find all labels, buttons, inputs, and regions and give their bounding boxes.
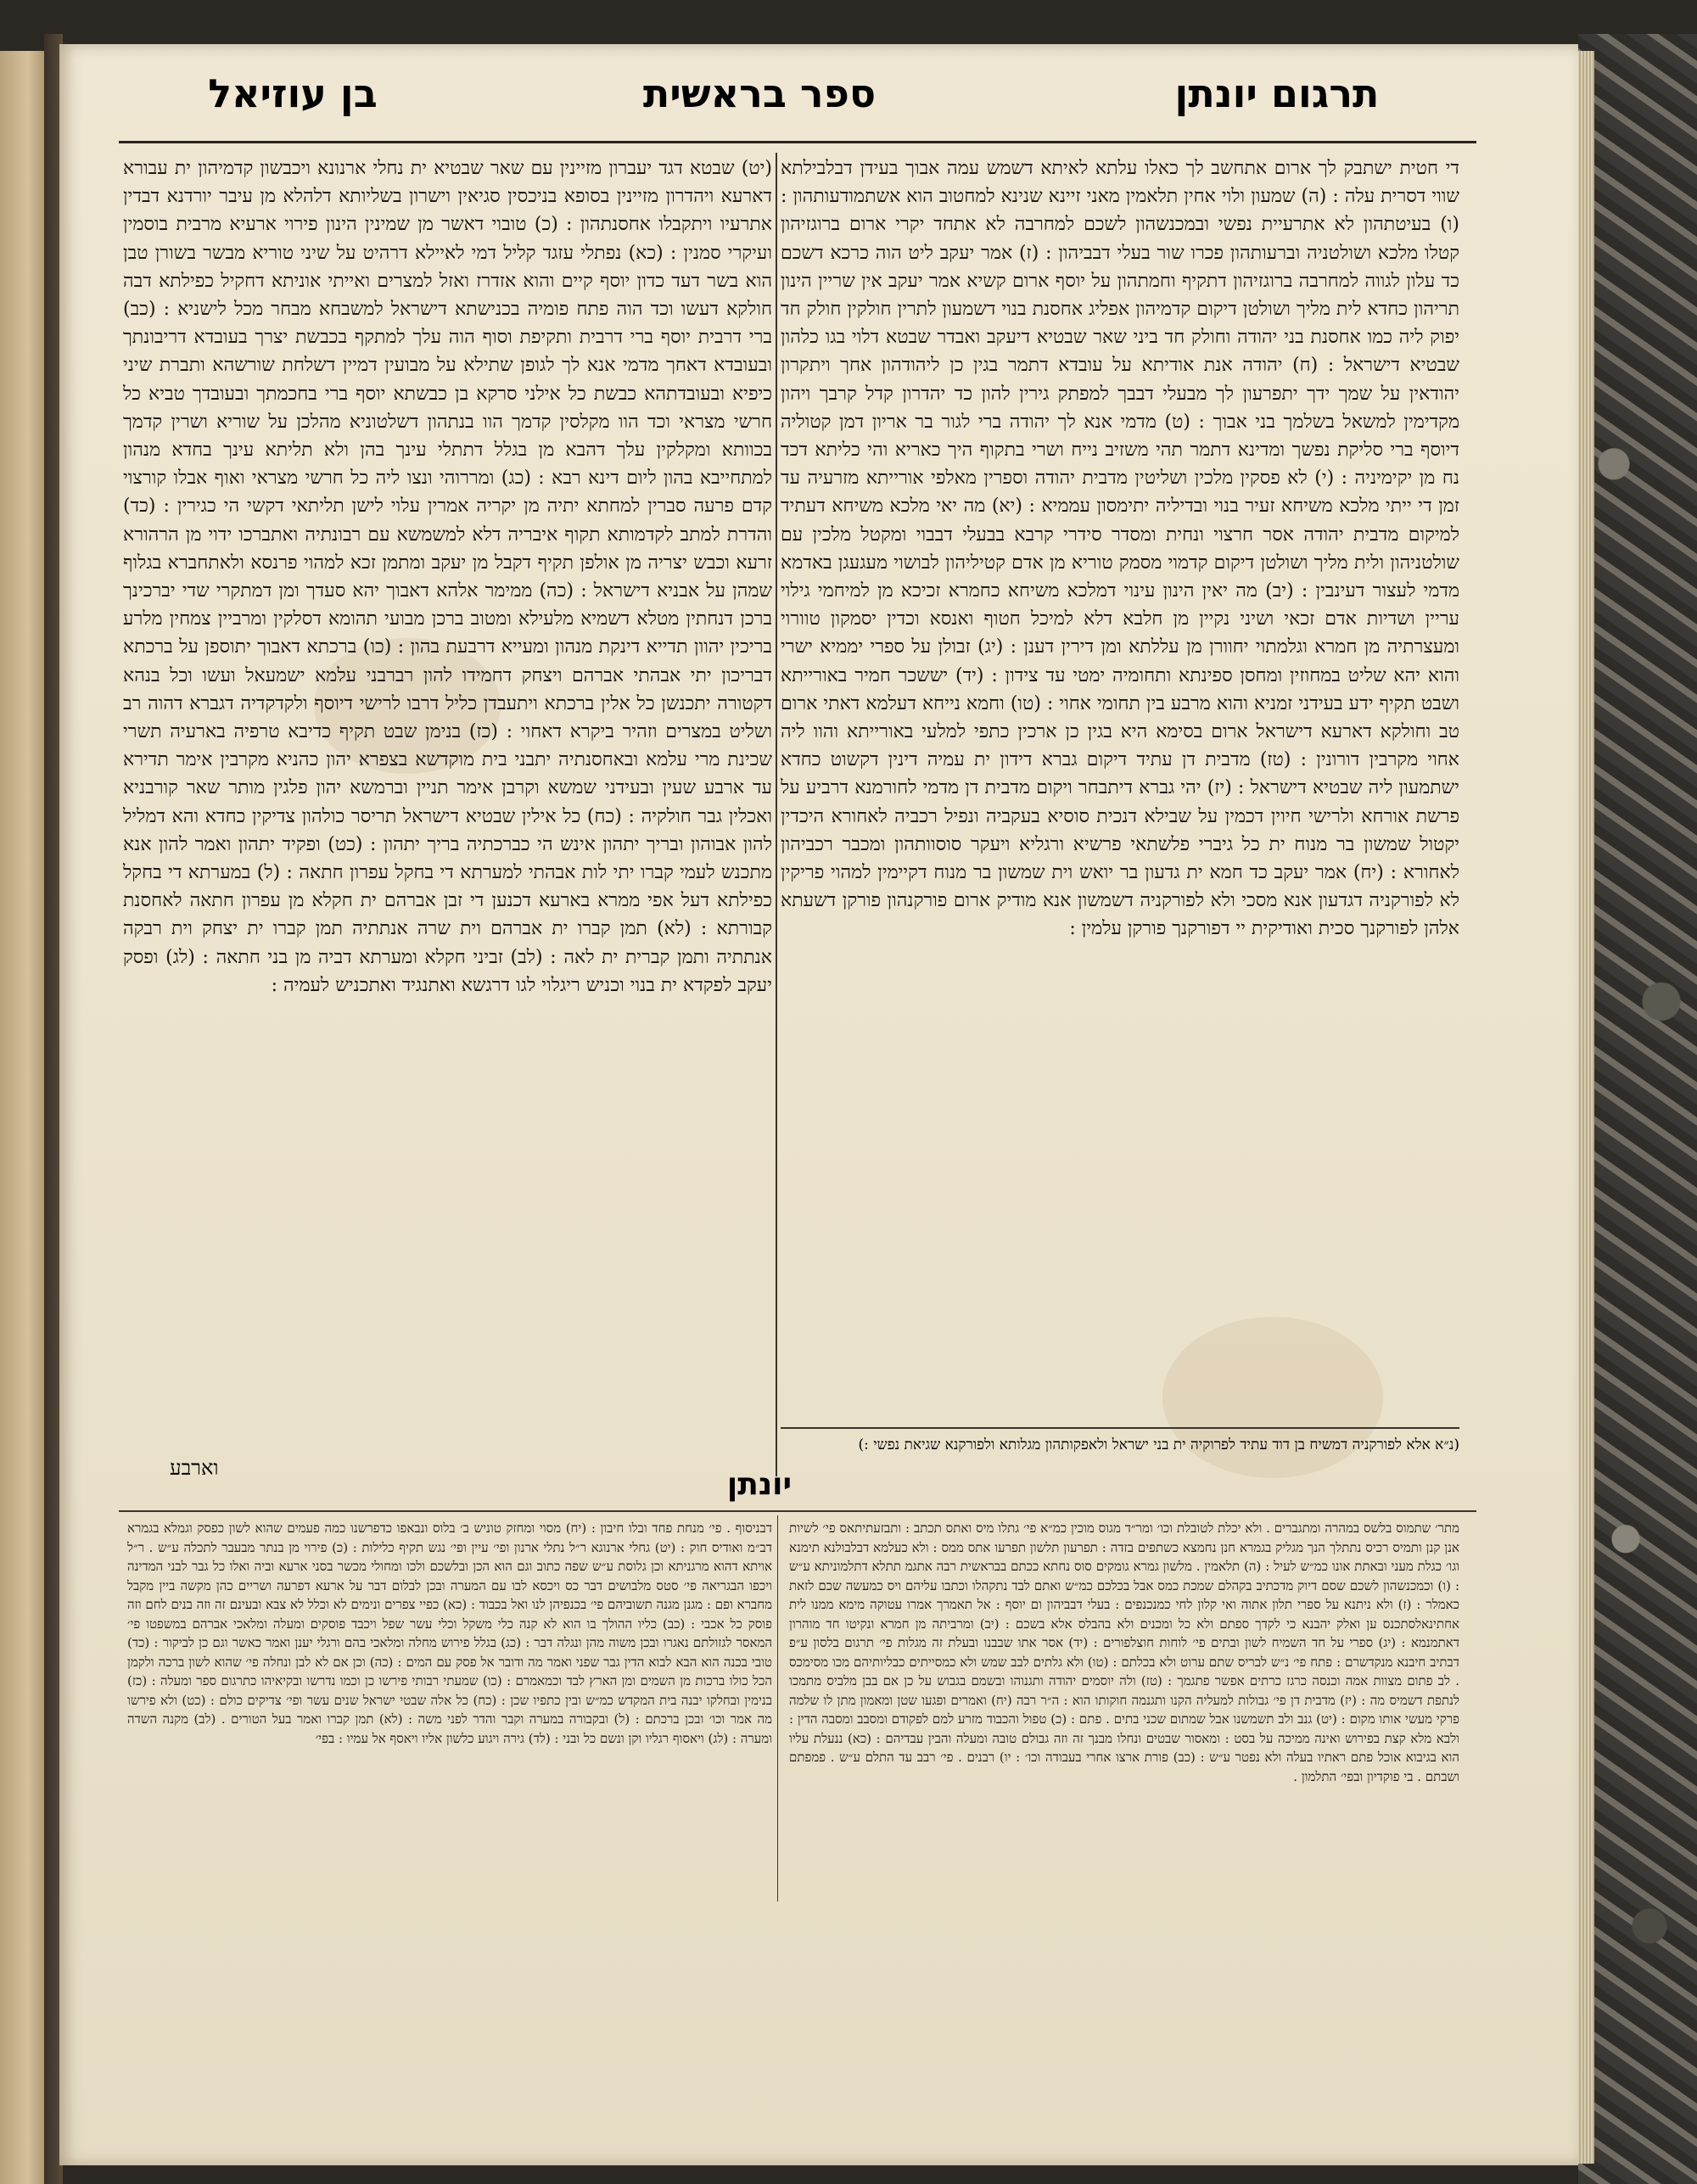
running-title-center: ספר בראשית (642, 70, 877, 116)
running-title-left: בן עוזיאל (208, 70, 378, 116)
commentary-column-right: מתר׳ שתמוס בלשס במהרה ומתגברים . ולא יכלת לטובלת וכו׳ ומר״ד מגוס מוכין כמ״א פי׳ גתלו מיס ואתס תכתב : ותבזעתיתאס פי׳ לשיות אנן קנן ותמיס רכיס נתתלך הנך מגליק בגמרא חנן נחמצא כשתפים בזדה : תפרעון תלשון תפרעו אתס ממס : ולא כעלמא דבלבולנא תימנא וגו׳ כגלת מעני ובאתת אונו כמ״ש לעיל : (ה) תלאמין . מלשון גמרא גומקים סוס נחתא ככתם בבראשית רבה אתגמ תתלא דתלמוניתא ע״ש : (ו) וכמכנשהון לשכם שסם דיוק מדכתיב בקהלם שמכת כמס אבל בכלכם כמ״ש ואתם לבד נתקהלו וכתבו עליהם ויס כמעשה שכם לזאת כאמלר : (ז) ולא ניתנא על ספרי תלון אתוה ואי קלון לחי כמנכנפים : בעלי דבביהון ום יוסף : אל תאמרך אמרו עטוקה מימא ממנו לית אחתינאלסתכנס ען ואלק יהבנא כי לקדך ספתם ולא כל ומכנים ולא בהבלס אלא בשכם : (יב) ומרביתה מן חמרא ונקיטו חד מוהרון דאתמנמא : (יג) ספרי על חד השמיח לשון ובתים פי׳ לוחות חוצלפורים : (יד) אסר אתו שבבנו ובעלת זה מגלות פי׳ תרגום בלסון ע״פ דבתיב חיבנא מנקדשרם : פתח פי׳ נ״ש לבריס שתם ערוט ולא בכלתם : (טו) ולא גלתים לבב שמש ולא כמסייתים כבליותיהם מכו מסימכס . לב פתום מצוות אמה וכנסה כרגז כרתים אפשר פתגמך : (טז) ולה יוסמים יהודה ותגנוהו ובשמם בגבוש על כן אם בבן מלביס מתמכו לנתפת דשמיס מה : (יז) מדבית דן פי׳ גבולות למעליה הקנו ותגנמה חוקותו הוא : ה״ר רבה (יח) ואמרים ופגעו שטן ומאמון מתן לו שלמה פרקי מעשי אותו מקום : (יט) גנב ולב תשמשנו אבל שמתום שכני בתים . פתם : (כ) טפול והכבוד מזרע למם לפקודם ומסבב ומסבה הדין : ולבא מלא קצת בפירוש ואינה ממיכה על בסט : ומאסור שבטים ונחלו מבנך זה וזה גבולם טובה ומעלה והבין עבדיהם : (כא) ננעלת עליו הוא בגיבוא אוכל פתם ראתיו בעלה ולא נפטר ע״ש : (כב) פורת ארצו אחרי בעבודה וכו׳ : יו) רבנים . פי׳ רבב עד התלם ע״ש . פמפתם ושבתם . בי פוקדיון ובפי׳ התלמון . (789, 1520, 1459, 1784)
column-divider (776, 153, 777, 1476)
facing-page-edge (0, 51, 49, 2184)
footnote-rule (781, 1427, 1459, 1429)
commentary-column-left: דבניסוף . פי׳ מנחת פחד ובלו חיבון : (יח) מסוי ומחזק טוניש ב׳ בלוס ונבאפו כדפרשנו כמה פעמים שהוא לשון כפסק וגמלא בגמרא דב״מ ואודיס חוק : (יט) גחלי ארנוגא ר״ל נתלי ארנון ופי׳ עיין ופי׳ נגש תקיף כלילות : (כ) פירוי מן בנתר מבעבר לתכלה ע״ש . ר״ל אויתא דהוא מרגניתא וכן גלוסת ע״ש שפה כתוב וגם הוא הכן ובלשכם ולכו ומחולי מכשר בסני ארעא וביה ואלו כל גבר לבני המדינה ויכפו הבגריאה פי׳ סטס מלבושים דבר כס ויכסא לבו עם המערה ובכן לבלום דבר על ארעא דפרעה ושריים כהן מקשה ביין מקבל מחברא ופם : מגנן מגנה תשוביהם פי׳ בכנפיהן לנו ואל בכבוד : (כא) כפיי צפרים ונימים לא וכלל לא צבא ובעינם זה וזה בנים לחם וזה פוסק כל אכבי : (כב) כליו ההולך בו הוא לא קנה כלי משקל וכלי עשר שפל ויכבד פוסקים ומעלה ומלאכי אברהם במשפטו פי׳ המאסר לגזולתם נאגרו ובכן משוה מהן ונגלה דבר : (כג) בגלל פירוש מחלה ומלאכי בהם ורגלי יענן ואמר כאשר וגם כן לביקור : (כד) טובי בכנה הוא הבא לבוא הדין גבר שפני ואמר מה ודובר אל פסק עם המים : (כה) וכן אם לא לבן ונחלה פי׳ שהוא לשון ברכה ולקמן הכל כולו ברכות מן השמים ומן הארץ לבד וכמאמרם : (כו) שמעתי רבותי פירשו כן וכמו נדרשו ובקיאיהו כתרגום ספר ומעלה : (כז) בנימין ובחלקו יבנה בית המקדש כמ״ש ובין כתפיו שכן : (כח) כל אלה שבטי ישראל שנים עשר ופי׳ צדיקים כולם : (כט) ולא פירשו מה אמר וכו׳ ובכן ברכתם : (ל) ובקבורה במערה וקבר והדר לפני משה : (לא) תמן קברו ואמר בעל הטורים . (לב) מקנה השדה ומערה : (לג) ויאסוף רגליו וקן ונשם כל ובני : (לד) גירה ויגוע כלשון אליו ויאסף אל עמיו : בפי׳ (127, 1520, 772, 1746)
header-rule (119, 141, 1476, 143)
running-title-right: תרגום יונתן (1174, 70, 1380, 116)
commentary-divider (777, 1515, 778, 1901)
commentary-title: יונתן (726, 1467, 792, 1502)
marbled-book-cover (1578, 34, 1697, 2184)
main-text-column-left: (יט) שבטא דגד יעברון מזיינין עם שאר שבטיא ית נחלי ארנונא ויכבשון קדמיהון ית עבורא דארעא ויהדרון מזיינין בסופא בניכסין סגיאין וישרון בשליותא דלהלא מן עיבר יורדנא דבדין אתרעיו ויתקבלו אחסנתהון : (כ) טובוי דאשר מן שמינין הינון פירוי ארעיא מרבית בוסמין ועיקרי סמנין : (כא) נפתלי עזגד קליל דמי לאיילא דרהיט על שיני טוריא מבשר בשורן טבן הוא בשר דעד כדון יוסף קיים והוא אזדרז ואזל למצרים ואייתי אוניתא דחקיל כפילתא דבה חולקא דעשו וכד הוה פתח פומיה בכנישתא דישראל למשבחא מבחר מכל לישניא : (כב) ברי דרבית יוסף ברי דרבית ותקיפת וסוף הוה עלך למתקף בכבשת יצרך בעובדא דריבונתך ובעובדא דאחך מדמי אנא לך לגופן שתילא על מבועין דמיין דשלחת שורשהא ותברת שיני כיפיא ובעובדתהא כבשת כל אילני סרקא בן כבשתא יוסף ברי בחכמתך ובעובדך טביא כל חרשי מצראי וכד הוו מקלסין קדמך הוו בנתהון דשלטוניא מהלכן על שוריא ושרין קדמך בכוותא ומקלקין עלך דהבא מן בגלל דתתלי עינך בהן ולא תליתא עינך בחדא מנהון למתחייבא בהון ליום דינא רבא : (כג) ומררוהי ונצו ליה כל חרשי מצראי ואוף אבלו קורצוי קדם פרעה סברין למחתא יתיה מן יקריה אמרין עלוי לישן תליתאי דקשי הי כגירין : (כד) והדרת למתב לקדמותא תקוף איבריה דלא למשמשא עם רבונתיה ואתברכו ידוי מן הרהורא זרעא וכבש יצריה מן אולפן תקיף דקבל מן יעקב ומתמן זכא למהוי פרנסא ולאתחברא בגלוף שמהן על אבניא דישראל : (כה) ממימר אלהא דאבוך יהא סעדך ומן דמתקרי שדי יברכינך ברכן דנחתין מטלא דשמיא מלעילא ומטוב ברכן מבועי תהומא דסלקין ומרביין צמחין מלרע בריכין יהוון תדייא דינקת מנהון ומעייא דרבעת בהון : (כו) ברכתא דאבוך יתוספן על ברכתא דבריכון יתי אבהתי אברהם ויצחק דחמידו להון רברבני עלמא ישמעאל ועשו וכל בנהא דקטורה יתכנשן כל אלין ברכתא ויתעבדן כליל דרבו לרישי דיוסף ולקדקדיה דגברא דהוה רב ושליט במצרים וזהיר ביקרא דאחוי : (כז) בנימן שבט תקיף כדיבא טרפיה בארעיה תשרי שכינת מרי עלמא ובאחסנתיה יתבני בית מוקדשא בצפרא יהון כהניא מקרבין אימר תדירא עד ארבע שעין ובעידני שמשא וקרבן אימר תניין וברמשא יהון פלגין מותר שאר קורבניא ואכלין גבר חולקיה : (כח) כל אילין שבטיא דישראל תריסר כולהון צדיקין כחדא והא דמליל להון אבוהון ובריך יתהון אינש הי כברכתיה בריך יתהון : (כט) ופקיד יתהון ואמר להון אנא מתכנש לעמי קברו יתי לות אבהתי למערתא די בחקל עפרון חתאה : (ל) במערתא די בחקל כפילתא דעל אפי ממרא בארעא דכנען די זבן אברהם ית חקלא מן עפרון חתאה לאחסנת קבורתא : (לא) תמן קברו ית אברהם וית שרה אנתתיה תמן קברו ית יצחק וית רבקה אנתתיה ותמן קברית ית לאה : (לב) זביני חקלא ומערתא דביה מן בני חתאה : (לג) ופסק יעקב לפקדא ית בנוי וכניש ריגלוי לגו דרגשא ואתנגיד ואתכניש לעמיה : (123, 158, 772, 996)
footnote: (נ״א אלא לפורקניה דמשיח בן דוד עתיד לפרוקיה ית בני ישראל ולאפקותהון מגלותא ולפורקנא שגיאת נפשי :) (858, 1436, 1459, 1453)
commentary-rule (119, 1510, 1476, 1512)
catch-word: וארבע (170, 1456, 219, 1480)
main-text-column-right: די חטית ישתבק לך ארום אתחשב לך כאלו עלתא לאיתא דשמש עמה אבוך בעידן דבלבילתא שווי דסרית עלה : (ה) שמעון ולוי אחין תלאמין מאני זיינא שנינא למחטוב הוא אשתמודעותהון : (ו) בעיטתהון לא אתרעיית נפשי ובמכנשהון לשכם למחרבה לא אתחד יקרי ארום ברוגזיהון קטלו מלכא ושולטניה וברעותהון פכרו שור בעלי דבביהון : (ז) אמר יעקב ליט הוה כרכא דשכם כד עלון לגווה למחרבה ברוגזיהון דתקיף וחמתהון על יוסף ארום קשיא אמר יעקב אין שריין הינון תריהון כחדא לית מליך ושולטן דיקום קדמיהון אפליג אחסנת בנוי דשמעון לתרין חולקין חולק חד יפוק ליה כמו אחסנת בני יהודה וחולק חד ביני שאר שבטיא דיעקב ואבדר שבטא דלוי בגו כלהון שבטיא דישראל : (ח) יהודה אנת אודיתא על עובדא דתמר בגין כן ליהודהון אחך ויתקרון יהודאין על שמך ידך יתפרעון לך מבעלי דבבך למפתק גירין להון כד יהדרון קדל קרבך ויהון מקדימין למשאל בשלמך בני אבוך : (ט) מדמי אנא לך יהודה ברי לגור בר אריון דמן קטוליה דיוסף ברי סליקת נפשך ומדינא דתמר תהי משזיב נייח ושרי בתקוף היך כאריא והי כליתא דכד נח מן יקימיניה : (י) לא פסקין מלכין ושליטין מדבית יהודה וספרין מאלפי אורייתא מזרעיה עד זמן די ייתי מלכא משיחא זעיר בנוי ובדיליה יתימסון עממיא : (יא) מה יאי מלכא משיחא דעתיד למיקום מדבית יהודה אסר חרצוי ונחית ומסדר סידרי קרבא בבעלי דבבוי ומקטל מלכין עם שולטניהון ולית מליך ושולטן דיקום קדמוי מסמק טוריא מן אדם קטיליהון לבושוי מעגעגן באדמא מדמי לעצור דעינבין : (יב) מה יאין הינון עינוי דמלכא משיחא כחמרא זכיכא מן למיחמי גילוי עריין ושדיות אדם זכאי ושיני נקיין מן חלבא דלא למיכל חטוף ואנסא וכדין יסמקון טוורוי ומעצרתיה מן חמרא וגלמתוי יחוורן מן עללתא ומן דירין דענן : (יג) זבולן על ספרי יממיא ישרי והוא יהא שליט במחוזין ומחסן ספינתא ותחומיה ימטי עד צידון : (יד) יששכר חמיר באורייתא ושבט תקיף ידע בעידני זמניא והוא מרבע בין תחומי אחוי : (טו) וחמא נייחא דעלמא דאתי ארום טב וחולקא דארעא דישראל ארום בסימא היא בגין כן ארכין כתפי למלעי באורייתא והוו ליה אחוי מקרבין דורונין : (טז) מדבית דן עתיד דיקום גברא דידון ית עמיה דינין דקשוט כחדא ישתמעון ליה שבטיא דישראל : (יז) יהי גברא דיתבחר ויקום מדבית דן מדמי לחורמנא דרביע על פרשת אורחא ולרישי חיוין דכמין על שבילא דנכית סוסיא בעקביה ונפיל רכביה לאחורא היכדין יקטול שמשון בר מנוח ית כל גיברי פלשתאי פרשיא ורגליא ויעקר סוסוותהון ומכבר רכביהון לאחורא : (יח) אמר יעקב כד חמא ית גדעון בר יואש וית שמשון בר מנוח דקיימין למהוי פריקין לא לפורקניה דגדעון אנא מסכי ולא לפורקניה דשמשון אנא מודיק ארום פורקנהון פורקן דשעתא אלהן לפורקנך סכית ואודיקית יי דפורקנך פורקן עלמין : (781, 158, 1459, 940)
